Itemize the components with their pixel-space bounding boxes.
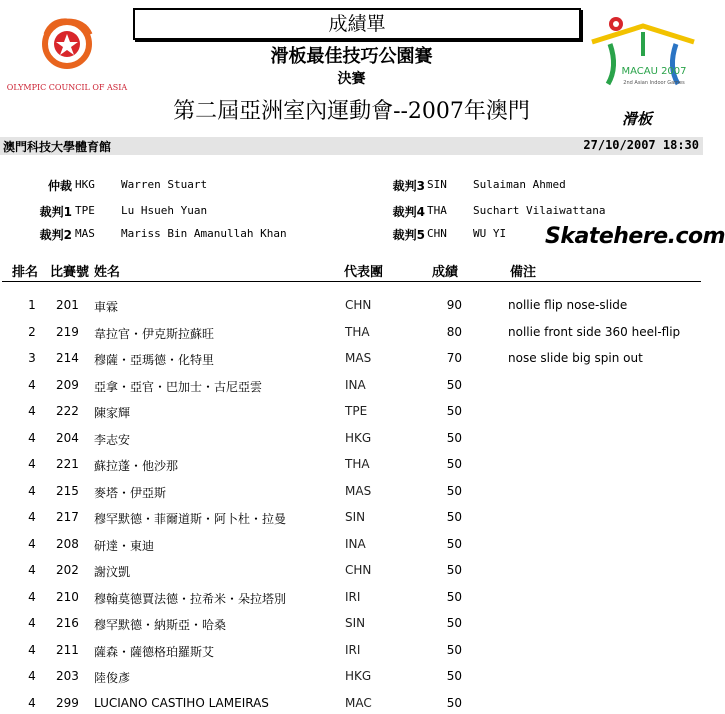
- score-cell: 90: [446, 298, 462, 312]
- remark-cell: nollie flip nose-slide: [508, 298, 628, 312]
- team-cell: SIN: [345, 616, 366, 630]
- header-name: 姓名: [94, 265, 121, 280]
- rank-cell: 2: [28, 325, 36, 339]
- svg-text:2nd Asian Indoor Games: 2nd Asian Indoor Games: [623, 80, 685, 86]
- athlete-name-cell: 李志安: [94, 433, 131, 447]
- score-cell: 80: [446, 325, 462, 339]
- team-cell: IRI: [345, 643, 361, 657]
- athlete-name-cell: 蘇拉蓬・他沙那: [94, 459, 179, 473]
- score-cell: 50: [446, 616, 462, 630]
- judge-name: Suchart Vilaiwattana: [473, 204, 606, 217]
- athlete-name-cell: 研達・東迪: [94, 539, 155, 553]
- score-cell: 50: [446, 590, 462, 604]
- header-bib: 比賽號: [50, 265, 90, 280]
- score-cell: 50: [446, 404, 462, 418]
- venue-name: 澳門科技大學體育館: [3, 140, 112, 154]
- skatehere-watermark: Skatehere.com: [545, 224, 725, 249]
- judge-role: 仲裁: [47, 179, 72, 193]
- team-cell: CHN: [345, 563, 372, 577]
- team-cell: THA: [345, 457, 370, 471]
- bib-cell: 217: [56, 510, 79, 524]
- rank-cell: 4: [28, 696, 36, 710]
- judge-name: Mariss Bin Amanullah Khan: [121, 227, 287, 240]
- report-title: 成績單: [133, 8, 581, 40]
- judge-country: MAS: [75, 227, 95, 240]
- team-cell: MAS: [345, 484, 372, 498]
- rank-cell: 4: [28, 431, 36, 445]
- rank-cell: 4: [28, 378, 36, 392]
- judge-role: 裁判3: [392, 179, 425, 193]
- rank-cell: 1: [28, 298, 36, 312]
- event-datetime: 27/10/2007 18:30: [583, 138, 699, 152]
- score-cell: 50: [446, 378, 462, 392]
- header-score: 成績: [432, 265, 459, 280]
- rank-cell: 4: [28, 616, 36, 630]
- rank-cell: 4: [28, 669, 36, 683]
- rank-cell: 4: [28, 643, 36, 657]
- games-title: 第二屆亞洲室內運動會--2007年澳門: [173, 99, 530, 124]
- score-cell: 50: [446, 431, 462, 445]
- judge-name: Warren Stuart: [121, 178, 208, 191]
- athlete-name-cell: 薩森・薩德格珀羅斯艾: [94, 645, 215, 659]
- bib-cell: 202: [56, 563, 79, 577]
- bib-cell: 222: [56, 404, 79, 418]
- team-cell: TPE: [345, 404, 368, 418]
- athlete-name-cell: 穆薩・亞瑪德・化特里: [94, 353, 215, 367]
- bib-cell: 211: [56, 643, 79, 657]
- score-cell: 70: [446, 351, 462, 365]
- rank-cell: 4: [28, 563, 36, 577]
- judge-country: TPE: [75, 204, 95, 217]
- bib-cell: 209: [56, 378, 79, 392]
- rank-cell: 4: [28, 590, 36, 604]
- team-cell: SIN: [345, 510, 366, 524]
- bib-cell: 216: [56, 616, 79, 630]
- athlete-name-cell: 穆罕默德・納斯亞・哈桑: [94, 618, 227, 632]
- bib-cell: 214: [56, 351, 79, 365]
- bib-cell: 221: [56, 457, 79, 471]
- team-cell: THA: [345, 325, 370, 339]
- bib-cell: 299: [56, 696, 79, 710]
- judge-name: Sulaiman Ahmed: [473, 178, 566, 191]
- judge-role: 裁判4: [392, 205, 425, 219]
- team-cell: MAS: [345, 351, 372, 365]
- bib-cell: 201: [56, 298, 79, 312]
- score-cell: 50: [446, 537, 462, 551]
- score-cell: 50: [446, 669, 462, 683]
- remark-cell: nose slide big spin out: [508, 351, 643, 365]
- score-cell: 50: [446, 643, 462, 657]
- team-cell: INA: [345, 537, 366, 551]
- athlete-name-cell: 穆翰莫德賈法德・拉希米・朵拉塔別: [94, 592, 287, 606]
- rank-cell: 4: [28, 510, 36, 524]
- judge-name: WU YI: [473, 227, 507, 240]
- team-cell: HKG: [345, 669, 372, 683]
- athlete-name-cell: 陳家輝: [94, 406, 131, 420]
- rank-cell: 4: [28, 484, 36, 498]
- judge-country: THA: [427, 204, 447, 217]
- judge-role: 裁判5: [392, 228, 425, 242]
- stage-label: 決賽: [337, 71, 366, 87]
- bib-cell: 219: [56, 325, 79, 339]
- rank-cell: 4: [28, 404, 36, 418]
- header-remarks: 備注: [510, 265, 537, 280]
- score-cell: 50: [446, 457, 462, 471]
- athlete-name-cell: 陸俊彥: [94, 671, 131, 685]
- bib-cell: 203: [56, 669, 79, 683]
- athlete-name-cell: 麥塔・伊亞斯: [94, 486, 167, 500]
- score-cell: 50: [446, 510, 462, 524]
- header-team: 代表團: [344, 265, 384, 280]
- team-cell: INA: [345, 378, 366, 392]
- bib-cell: 215: [56, 484, 79, 498]
- athlete-name-cell: 謝汶凱: [94, 565, 131, 579]
- rank-cell: 4: [28, 457, 36, 471]
- team-cell: MAC: [345, 696, 372, 710]
- event-name: 滑板最佳技巧公園賽: [270, 46, 433, 67]
- header-rank: 排名: [12, 265, 39, 280]
- bib-cell: 204: [56, 431, 79, 445]
- judge-name: Lu Hsueh Yuan: [121, 204, 208, 217]
- athlete-name-cell: 亞拿・亞官・巴加士・古尼亞雲: [94, 380, 263, 394]
- athlete-name-cell: 韋拉官・伊克斯拉蘇旺: [94, 327, 215, 341]
- rank-cell: 3: [28, 351, 36, 365]
- rank-cell: 4: [28, 537, 36, 551]
- bib-cell: 210: [56, 590, 79, 604]
- sport-label: 滑板: [622, 110, 653, 128]
- remark-cell: nollie front side 360 heel-flip: [508, 325, 681, 339]
- judge-country: CHN: [427, 227, 447, 240]
- score-cell: 50: [446, 484, 462, 498]
- team-cell: CHN: [345, 298, 372, 312]
- athlete-name-cell: 車霖: [94, 300, 119, 314]
- athlete-name-cell: LUCIANO CASTIHO LAMEIRAS: [94, 696, 269, 710]
- team-cell: HKG: [345, 431, 372, 445]
- judge-role: 裁判2: [39, 228, 72, 242]
- judge-country: HKG: [75, 178, 95, 191]
- athlete-name-cell: 穆罕默德・菲爾道斯・阿卜杜・拉曼: [94, 512, 287, 526]
- bib-cell: 208: [56, 537, 79, 551]
- score-cell: 50: [446, 696, 462, 710]
- svg-text:OLYMPIC COUNCIL OF ASIA: OLYMPIC COUNCIL OF ASIA: [6, 83, 128, 92]
- svg-text:MACAU 2007: MACAU 2007: [621, 66, 687, 77]
- score-cell: 50: [446, 563, 462, 577]
- judge-role: 裁判1: [39, 205, 72, 219]
- team-cell: IRI: [345, 590, 361, 604]
- judge-country: SIN: [427, 178, 447, 191]
- header-divider: [2, 281, 701, 282]
